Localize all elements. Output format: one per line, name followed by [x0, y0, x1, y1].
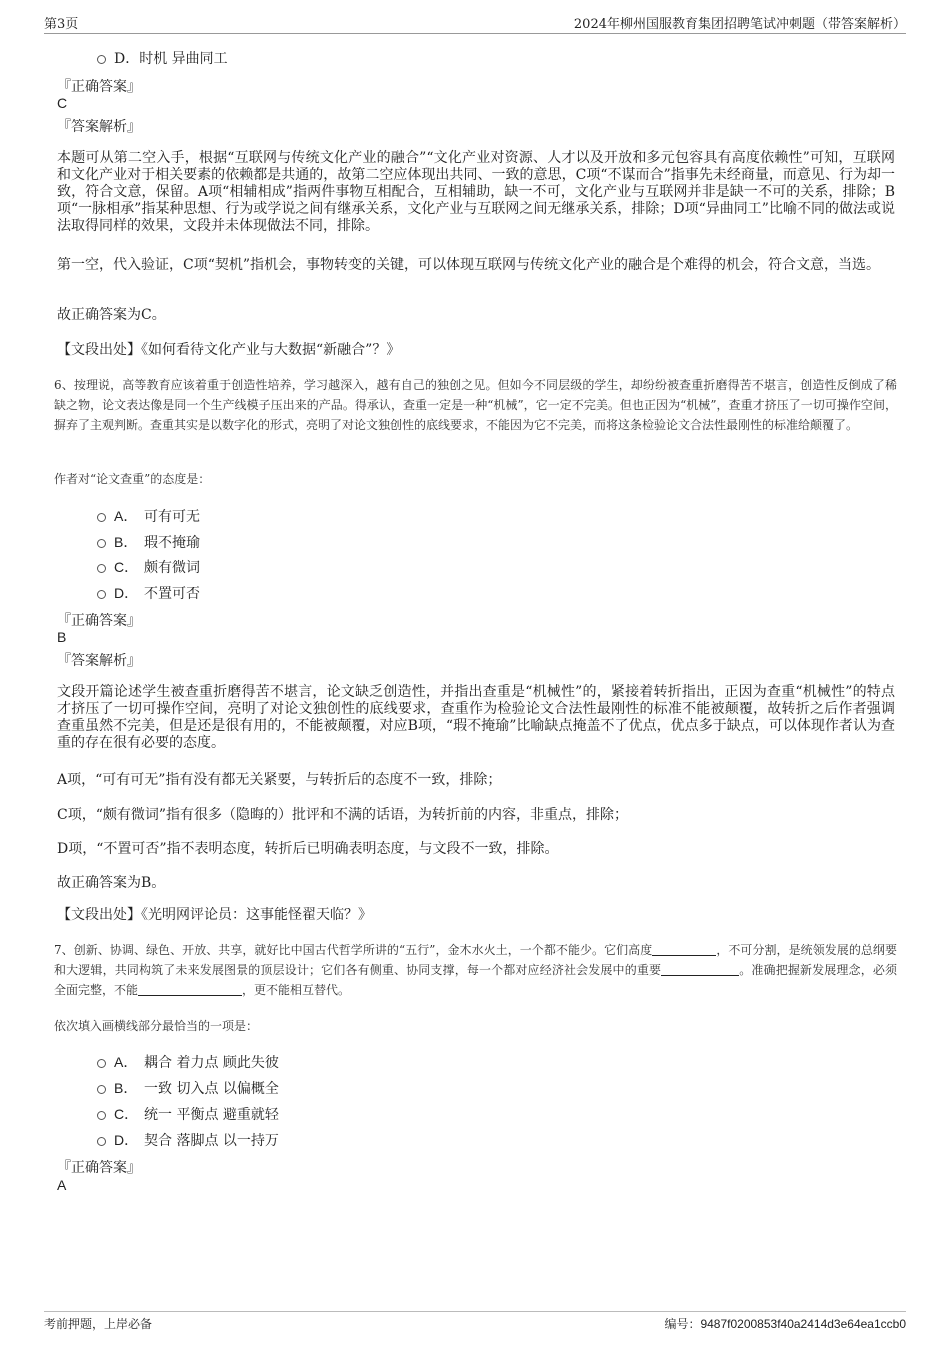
q6-option-c[interactable]: C． 颇有微词	[97, 557, 200, 577]
blank-3[interactable]	[138, 983, 242, 996]
q7-option-c[interactable]: C． 统一 平衡点 避重就轻	[97, 1104, 279, 1124]
q6-option-d[interactable]: D． 不置可否	[97, 583, 200, 603]
radio-icon[interactable]	[97, 1085, 106, 1094]
page-number: 第3页	[44, 17, 79, 32]
q6-answer: B	[57, 629, 67, 645]
q7-answer-label: 『正确答案』	[57, 1160, 141, 1176]
q7-option-b[interactable]: B． 一致 切入点 以偏概全	[97, 1078, 279, 1098]
footer-slogan: 考前押题，上岸必备	[44, 1317, 153, 1331]
q6-analysis-para-2: A项，“可有可无”指有没有都无关紧要，与转折后的态度不一致，排除；	[57, 772, 502, 788]
q7-option-d[interactable]: D． 契合 落脚点 以一持万	[97, 1130, 279, 1150]
q6-stem: 6、按理说，高等教育应该着重于创造性培养，学习越深入，越有自己的独创之见。但如今不同层级的学生，却纷纷被查重折磨得苦不堪言，创造性反倒成了稀缺之物，论文表达像是同一个生产线模子压出来的产品。得承认，查重一定是一种“机械”，它一定不完美。但也正因为“机械”，查重才挤压了一切可操作空间，摒弃了主观判断。查重其实是以数字化的形式，亮明了对论文独创性的底线要求，不能因为它不完美，而将这条检验论文合法性最刚性的标准给颠覆了。	[54, 378, 897, 432]
radio-icon[interactable]	[97, 1059, 106, 1068]
q6-question: 作者对“论文查重”的态度是：	[54, 472, 211, 486]
q7-stem: 7、创新、协调、绿色、开放、共享，就好比中国古代哲学所讲的“五行”，金木水火土，一个都不能少。它们高度 ，不可分割，是统领发展的总纲要和大逻辑，共同构筑了未来发展图景的顶层设计；它们各有侧重、协同支撑，每一个都对应经济社会发展中的重要 。准确把握新发展理念，必须全面完整，不能 ，更不能相互替代。	[54, 943, 897, 997]
q5-analysis-label: 『答案解析』	[57, 119, 141, 135]
q5-analysis-para-2: 第一空，代入验证，C项“契机”指机会，事物转变的关键，可以体现互联网与传统文化产业的融合是个难得的机会，符合文意，当选。	[57, 257, 881, 273]
page-footer	[44, 1311, 906, 1331]
q5-analysis-para-3: 故正确答案为C。	[57, 307, 166, 323]
page-header	[44, 13, 906, 34]
q7-question: 依次填入画横线部分最恰当的一项是：	[54, 1019, 259, 1033]
document-title: 2024年柳州国服教育集团招聘笔试冲刺题（带答案解析）	[573, 17, 906, 32]
q6-analysis-para-1: 文段开篇论述学生被查重折磨得苦不堪言，论文缺乏创造性，并指出查重是“机械性”的，紧接着转折指出，正因为查重“机械性”的特点才挤压了一切可操作空间，亮明了对论文独创性的底线要求，查重作为检验论文合法性最刚性的标准不能被颠覆，故转折之后作者强调查重虽然不完美，但是还是很有用的，不能被颠覆，对应B项，“瑕不掩瑜”比喻缺点掩盖不了优点，优点多于缺点，可以体现作者认为查重的存在很有必要的态度。	[57, 684, 895, 751]
q6-option-a[interactable]: A． 可有可无	[97, 506, 200, 526]
q6-analysis-para-4: D项，“不置可否”指不表明态度，转折后已明确表明态度，与文段不一致，排除。	[57, 841, 559, 857]
q6-analysis-label: 『答案解析』	[57, 653, 141, 669]
radio-icon[interactable]	[97, 55, 106, 64]
radio-icon[interactable]	[97, 513, 106, 522]
radio-icon[interactable]	[97, 564, 106, 573]
blank-2b[interactable]	[721, 963, 739, 976]
blank-1[interactable]	[652, 943, 716, 956]
q6-analysis-para-3: C项，“颇有微词”指有很多（隐晦的）批评和不满的话语，为转折前的内容，非重点，排除；	[57, 807, 629, 823]
radio-icon[interactable]	[97, 539, 106, 548]
document-id: 编号：9487f0200853f40a2414d3e64ea1ccb0	[664, 1317, 906, 1331]
q7-option-a[interactable]: A． 耦合 着力点 顾此失彼	[97, 1052, 279, 1072]
q5-answer: C	[57, 95, 68, 111]
q5-option-d[interactable]: D．时机 异曲同工	[97, 48, 228, 68]
q6-option-b[interactable]: B． 瑕不掩瑜	[97, 532, 200, 552]
q6-source: 【文段出处】《光明网评论员：这事能怪翟天临？》	[57, 907, 372, 923]
q7-answer: A	[57, 1177, 67, 1193]
q5-analysis-para-1: 本题可从第二空入手，根据“互联网与传统文化产业的融合”“文化产业对资源、人才以及开放和多元包容具有高度依赖性”可知，互联网和文化产业对于相关要素的依赖都是共通的，故第二空应体现出共同、一致的意思，C项“不谋而合”指事先未经商量，而意见、行为却一致，符合文意，保留。A项“相辅相成”指两件事物互相配合，互相辅助，缺一不可，文化产业与互联网并非是缺一不可的关系，排除；B项“一脉相承”指某种思想、行为或学说之间有继承关系，文化产业与互联网之间无继承关系，排除；D项“异曲同工”比喻不同的做法或说法取得同样的效果，文段并未体现做法不同，排除。	[57, 150, 895, 234]
blank-2a[interactable]	[661, 963, 721, 976]
q6-analysis-para-5: 故正确答案为B。	[57, 875, 166, 891]
radio-icon[interactable]	[97, 1111, 106, 1120]
q5-answer-label: 『正确答案』	[57, 79, 141, 95]
radio-icon[interactable]	[97, 590, 106, 599]
q6-answer-label: 『正确答案』	[57, 613, 141, 629]
q5-source: 【文段出处】《如何看待文化产业与大数据“新融合”？》	[57, 342, 401, 358]
radio-icon[interactable]	[97, 1137, 106, 1146]
